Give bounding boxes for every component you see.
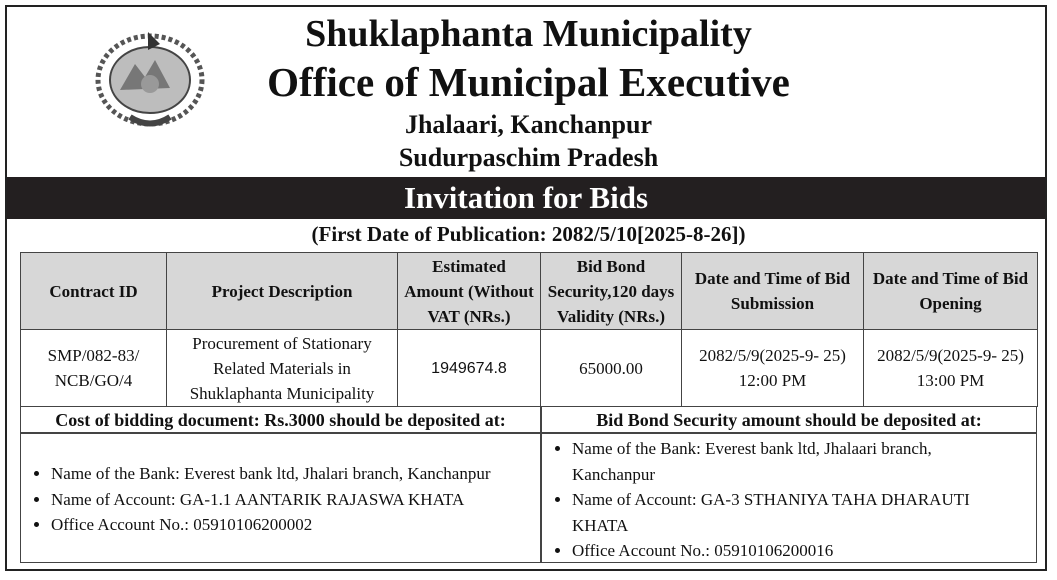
cost-list — [21, 461, 540, 538]
col-submission: Date and Time of Bid Submission — [682, 253, 864, 330]
list-item: • Name of Account: GA-3 STHANIYA TAHA DHARAUTI KHATA — [572, 487, 1016, 538]
col-estimated-amount: Estimated Amount (Without VAT (NRs.) — [398, 253, 541, 330]
cost-section-box — [20, 433, 541, 563]
cell-opening: 2082/5/9(2025-9- 25) 13:00 PM — [864, 330, 1038, 407]
col-project-description: Project Description — [167, 253, 398, 330]
list-item: • Office Account No.: 05910106200016 — [572, 538, 1016, 564]
col-opening: Date and Time of Bid Opening — [864, 253, 1038, 330]
province-line: Sudurpaschim Pradesh — [398, 143, 659, 172]
list-item: • Name of the Bank: Everest bank ltd, Jhalari branch, Kanchanpur — [51, 461, 540, 487]
bond-section-title: Bid Bond Security amount should be deposited at: — [541, 406, 1037, 433]
col-bid-bond: Bid Bond Security,120 days Validity (NRs.) — [541, 253, 682, 330]
table-row — [21, 330, 1038, 407]
publication-date: (First Date of Publication: 2082/5/10[2025-8-26]) — [311, 222, 746, 246]
cost-section-title: Cost of bidding document: Rs.3000 should be deposited at: — [20, 406, 541, 433]
cell-contract-id: SMP/082-83/ NCB/GO/4 — [21, 330, 167, 407]
list-item: • Name of Account: GA-1.1 AANTARIK RAJASWA KHATA — [51, 487, 540, 513]
cell-submission: 2082/5/9(2025-9- 25) 12:00 PM — [682, 330, 864, 407]
cell-description: Procurement of Stationary Related Materials in Shuklaphanta Municipality — [167, 330, 398, 407]
bond-section-box — [541, 433, 1037, 563]
list-item: • Office Account No.: 05910106200002 — [51, 512, 540, 538]
office-name: Office of Municipal Executive — [267, 59, 790, 105]
page-title: Invitation for Bids — [7, 177, 1045, 219]
bond-list — [542, 436, 1016, 564]
cell-amount: 1949674.8 — [398, 330, 541, 407]
municipality-name: Shuklaphanta Municipality — [305, 13, 752, 55]
table-header-row — [21, 253, 1038, 330]
col-contract-id: Contract ID — [21, 253, 167, 330]
list-item: • Name of the Bank: Everest bank ltd, Jhalaari branch, Kanchanpur — [572, 436, 1016, 487]
bid-table — [20, 252, 1038, 407]
cell-bond: 65000.00 — [541, 330, 682, 407]
address-line: Jhalaari, Kanchanpur — [404, 110, 653, 139]
